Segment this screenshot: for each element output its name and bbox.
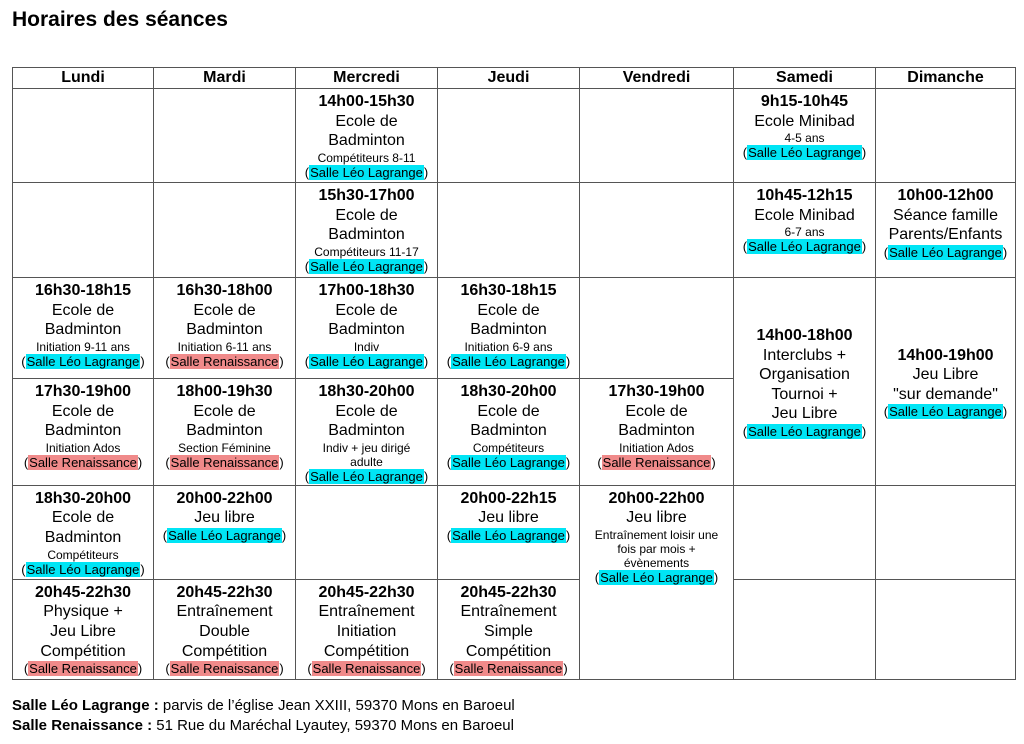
- room-tag: (Salle Léo Lagrange): [594, 569, 719, 585]
- session-line: Ecole de: [51, 402, 115, 420]
- session-line: Compétition: [40, 642, 126, 660]
- session-line: Ecole de: [335, 112, 398, 130]
- session-time: 20h45-22h30: [34, 583, 132, 601]
- session-time: 15h30-17h00: [318, 187, 415, 204]
- room-name: Salle Léo Lagrange: [452, 454, 565, 470]
- schedule-table: [12, 67, 1016, 680]
- room-tag: (Salle Renaissance): [165, 454, 284, 470]
- room-tag: (Salle Léo Lagrange): [742, 423, 867, 439]
- room-name: Salle Léo Lagrange: [889, 404, 1002, 420]
- room-name: Salle Léo Lagrange: [310, 164, 423, 180]
- room-name: Salle Renaissance: [602, 454, 711, 470]
- legend-leo: [12, 696, 515, 716]
- header-row: [13, 68, 1016, 89]
- session-detail: évènements: [623, 555, 690, 570]
- session-cell: [13, 579, 154, 679]
- room-name: Salle Renaissance: [170, 454, 279, 470]
- session-line: Jeu Libre: [912, 366, 979, 384]
- session-detail: Initiation 6-9 ans: [464, 339, 553, 354]
- session-line: Jeu Libre: [50, 622, 116, 640]
- session-line: Ecole de: [193, 402, 256, 420]
- session-time: 16h30-18h15: [34, 282, 132, 299]
- session-time: 20h45-22h30: [460, 583, 557, 601]
- room-name: Salle Renaissance: [312, 661, 421, 677]
- room-tag: (Salle Renaissance): [597, 454, 716, 470]
- session-detail: Indiv + jeu dirigé: [322, 440, 411, 455]
- session-cell: [876, 183, 1016, 278]
- session-time: 17h30-19h00: [608, 383, 705, 400]
- session-detail: Entraînement loisir une: [594, 527, 719, 542]
- session-cell: [13, 278, 154, 379]
- day-header-mercredi: Mercredi: [296, 68, 438, 89]
- session-line: Ecole de: [335, 402, 398, 420]
- session-line: Entraînement: [318, 603, 415, 621]
- session-line: Parents/Enfants: [888, 226, 1003, 244]
- session-line: Interclubs +: [762, 346, 847, 364]
- day-header-vendredi: Vendredi: [580, 68, 734, 89]
- empty-cell: [296, 485, 438, 579]
- room-tag: (Salle Léo Lagrange): [304, 258, 429, 274]
- room-name: Salle Léo Lagrange: [889, 244, 1002, 260]
- room-tag: (Salle Léo Lagrange): [883, 404, 1008, 420]
- session-line: Badminton: [186, 321, 263, 339]
- session-cell: [876, 278, 1016, 486]
- session-line: Ecole de: [335, 301, 398, 319]
- day-header-jeudi: Jeudi: [438, 68, 580, 89]
- session-detail: Section Féminine: [178, 440, 271, 455]
- session-line: Badminton: [470, 321, 547, 339]
- session-line: Initiation: [336, 622, 397, 640]
- empty-cell: [438, 183, 580, 278]
- session-cell: [296, 379, 438, 486]
- room-tag: (Salle Léo Lagrange): [162, 527, 287, 543]
- session-line: Ecole de: [477, 301, 540, 319]
- session-detail: fois par mois +: [617, 541, 696, 556]
- session-line: Badminton: [44, 321, 122, 339]
- session-time: 14h00-18h00: [756, 326, 853, 344]
- room-name: Salle Léo Lagrange: [26, 353, 140, 369]
- room-tag: (Salle Renaissance): [449, 661, 568, 677]
- empty-cell: [734, 579, 876, 679]
- session-detail: Initiation Ados: [45, 440, 121, 455]
- session-line: Compétition: [465, 642, 552, 660]
- legend-ren-address: 51 Rue du Maréchal Lyautey, 59370 Mons en Baroeul: [152, 717, 514, 734]
- session-line: Organisation: [759, 366, 850, 384]
- session-detail: Compétiteurs: [472, 440, 545, 455]
- session-cell: [438, 485, 580, 579]
- session-time: 14h00-15h30: [318, 93, 415, 110]
- room-tag: (Salle Léo Lagrange): [304, 353, 429, 369]
- room-name: Salle Léo Lagrange: [310, 468, 423, 484]
- empty-cell: [13, 183, 154, 278]
- session-detail: Initiation 6-11 ans: [177, 339, 272, 354]
- table-row: [13, 278, 1016, 379]
- empty-cell: [876, 485, 1016, 579]
- session-line: Badminton: [44, 528, 122, 546]
- room-name: Salle Renaissance: [29, 661, 137, 677]
- session-line: Jeu libre: [194, 509, 255, 527]
- session-detail: 6-7 ans: [784, 225, 825, 240]
- empty-cell: [876, 89, 1016, 183]
- room-name: Salle Renaissance: [454, 661, 563, 677]
- day-header-lundi: Lundi: [13, 68, 154, 89]
- room-name: Salle Léo Lagrange: [26, 561, 140, 577]
- legend-leo-label: Salle Léo Lagrange :: [12, 697, 159, 714]
- session-line: Double: [199, 622, 250, 640]
- room-name: Salle Renaissance: [170, 353, 279, 369]
- room-tag: (Salle Renaissance): [307, 661, 426, 677]
- session-cell: [154, 579, 296, 679]
- session-line: Badminton: [328, 132, 405, 150]
- session-detail: Indiv: [353, 339, 380, 354]
- day-header-samedi: Samedi: [734, 68, 876, 89]
- session-line: Tournoi +: [771, 385, 838, 403]
- room-name: Salle Léo Lagrange: [600, 569, 713, 585]
- session-line: Ecole Minibad: [754, 112, 855, 130]
- session-cell: [438, 278, 580, 379]
- session-line: Badminton: [470, 422, 547, 440]
- session-line: Ecole de: [51, 509, 115, 527]
- session-cell: [438, 379, 580, 486]
- session-cell: [438, 579, 580, 679]
- session-line: Séance famille: [893, 206, 998, 224]
- session-cell: [13, 379, 154, 486]
- room-tag: (Salle Renaissance): [165, 661, 284, 677]
- empty-cell: [734, 485, 876, 579]
- session-line: Badminton: [328, 422, 405, 440]
- session-time: 14h00-19h00: [897, 346, 994, 364]
- room-name: Salle Léo Lagrange: [452, 527, 565, 543]
- session-line: Ecole de: [477, 402, 540, 420]
- session-line: Jeu libre: [478, 509, 539, 527]
- session-line: Badminton: [328, 321, 405, 339]
- empty-cell: [154, 89, 296, 183]
- session-line: Jeu Libre: [771, 405, 838, 423]
- table-row: [13, 183, 1016, 278]
- session-cell: [154, 379, 296, 486]
- session-line: Ecole de: [51, 301, 115, 319]
- empty-cell: [580, 183, 734, 278]
- session-cell: [154, 278, 296, 379]
- session-time: 10h45-12h15: [756, 187, 853, 204]
- session-detail: Initiation 9-11 ans: [36, 339, 130, 354]
- session-line: Entraînement: [176, 603, 273, 621]
- room-tag: (Salle Renaissance): [23, 661, 143, 677]
- table-row: [13, 579, 1016, 679]
- room-tag: (Salle Renaissance): [23, 454, 143, 470]
- room-tag: (Salle Léo Lagrange): [742, 239, 867, 255]
- session-line: Badminton: [328, 226, 405, 244]
- session-cell: [296, 278, 438, 379]
- room-name: Salle Léo Lagrange: [452, 353, 565, 369]
- room-tag: (Salle Léo Lagrange): [446, 353, 571, 369]
- session-cell: [734, 278, 876, 486]
- session-cell: [734, 183, 876, 278]
- room-tag: (Salle Léo Lagrange): [304, 164, 429, 180]
- session-detail: Initiation Ados: [619, 440, 694, 455]
- day-header-mardi: Mardi: [154, 68, 296, 89]
- room-name: Salle Léo Lagrange: [748, 239, 861, 255]
- room-tag: (Salle Léo Lagrange): [446, 454, 571, 470]
- session-line: Physique +: [43, 603, 123, 621]
- session-line: Compétition: [323, 642, 410, 660]
- session-line: Ecole de: [335, 206, 398, 224]
- room-name: Salle Léo Lagrange: [748, 145, 861, 161]
- session-line: "sur demande": [893, 385, 998, 403]
- session-time: 20h00-22h00: [176, 489, 273, 507]
- room-name: Salle Léo Lagrange: [310, 258, 423, 274]
- empty-cell: [580, 89, 734, 183]
- session-line: Entraînement: [460, 603, 557, 621]
- session-time: 16h30-18h15: [460, 282, 557, 299]
- session-line: Simple: [484, 622, 533, 640]
- session-line: Badminton: [186, 422, 263, 440]
- session-time: 18h30-20h00: [460, 383, 557, 400]
- session-cell: [296, 89, 438, 183]
- session-cell: [13, 485, 154, 579]
- day-header-dimanche: Dimanche: [876, 68, 1016, 89]
- empty-cell: [580, 278, 734, 379]
- legend-ren-label: Salle Renaissance :: [12, 717, 153, 734]
- room-tag: (Salle Léo Lagrange): [742, 145, 867, 161]
- session-time: 18h30-20h00: [318, 383, 415, 400]
- session-time: 18h00-19h30: [176, 383, 273, 400]
- legend-leo-address: parvis de l’église Jean XXIII, 59370 Mons en Baroeul: [158, 697, 515, 714]
- session-detail: Compétiteurs 11-17: [314, 244, 419, 259]
- room-name: Salle Léo Lagrange: [168, 527, 281, 543]
- room-name: Salle Renaissance: [29, 454, 137, 470]
- session-time: 20h00-22h00: [608, 489, 705, 507]
- session-time: 16h30-18h00: [176, 282, 273, 299]
- room-name: Salle Léo Lagrange: [310, 353, 423, 369]
- table-row: [13, 89, 1016, 183]
- room-tag: (Salle Léo Lagrange): [304, 468, 429, 484]
- room-tag: (Salle Léo Lagrange): [883, 244, 1008, 260]
- session-detail: 4-5 ans: [784, 131, 825, 146]
- session-detail: Compétiteurs: [47, 547, 119, 562]
- empty-cell: [876, 579, 1016, 679]
- empty-cell: [154, 183, 296, 278]
- session-time: 20h00-22h15: [460, 489, 557, 507]
- session-line: Ecole de: [625, 402, 688, 420]
- empty-cell: [13, 89, 154, 183]
- session-cell: [580, 379, 734, 486]
- session-line: Compétition: [181, 642, 268, 660]
- session-line: Badminton: [44, 422, 122, 440]
- session-time: 17h30-19h00: [34, 383, 132, 400]
- session-line: Jeu libre: [626, 509, 687, 527]
- empty-cell: [438, 89, 580, 183]
- session-cell: [154, 485, 296, 579]
- room-name: Salle Renaissance: [170, 661, 279, 677]
- session-time: 20h45-22h30: [176, 583, 273, 601]
- session-line: Ecole de: [193, 301, 256, 319]
- room-tag: (Salle Renaissance): [165, 353, 284, 369]
- session-time: 9h15-10h45: [760, 93, 849, 110]
- room-tag: (Salle Léo Lagrange): [21, 353, 145, 369]
- session-time: 18h30-20h00: [34, 489, 132, 507]
- session-time: 10h00-12h00: [897, 187, 994, 204]
- session-time: 20h45-22h30: [318, 583, 415, 601]
- session-detail: Compétiteurs 8-11: [317, 150, 416, 165]
- room-name: Salle Léo Lagrange: [748, 423, 861, 439]
- session-cell: [580, 485, 734, 679]
- session-cell: [296, 579, 438, 679]
- session-detail: adulte: [350, 454, 383, 469]
- session-line: Badminton: [618, 422, 695, 440]
- session-line: Ecole Minibad: [754, 206, 855, 224]
- room-tag: (Salle Léo Lagrange): [446, 527, 571, 543]
- page-title: Horaires des séances: [12, 8, 228, 31]
- room-legend: [12, 696, 515, 736]
- room-tag: (Salle Léo Lagrange): [21, 561, 145, 577]
- session-cell: [296, 183, 438, 278]
- legend-ren: [12, 716, 515, 736]
- table-row: [13, 485, 1016, 579]
- session-time: 17h00-18h30: [318, 282, 415, 299]
- session-cell: [734, 89, 876, 183]
